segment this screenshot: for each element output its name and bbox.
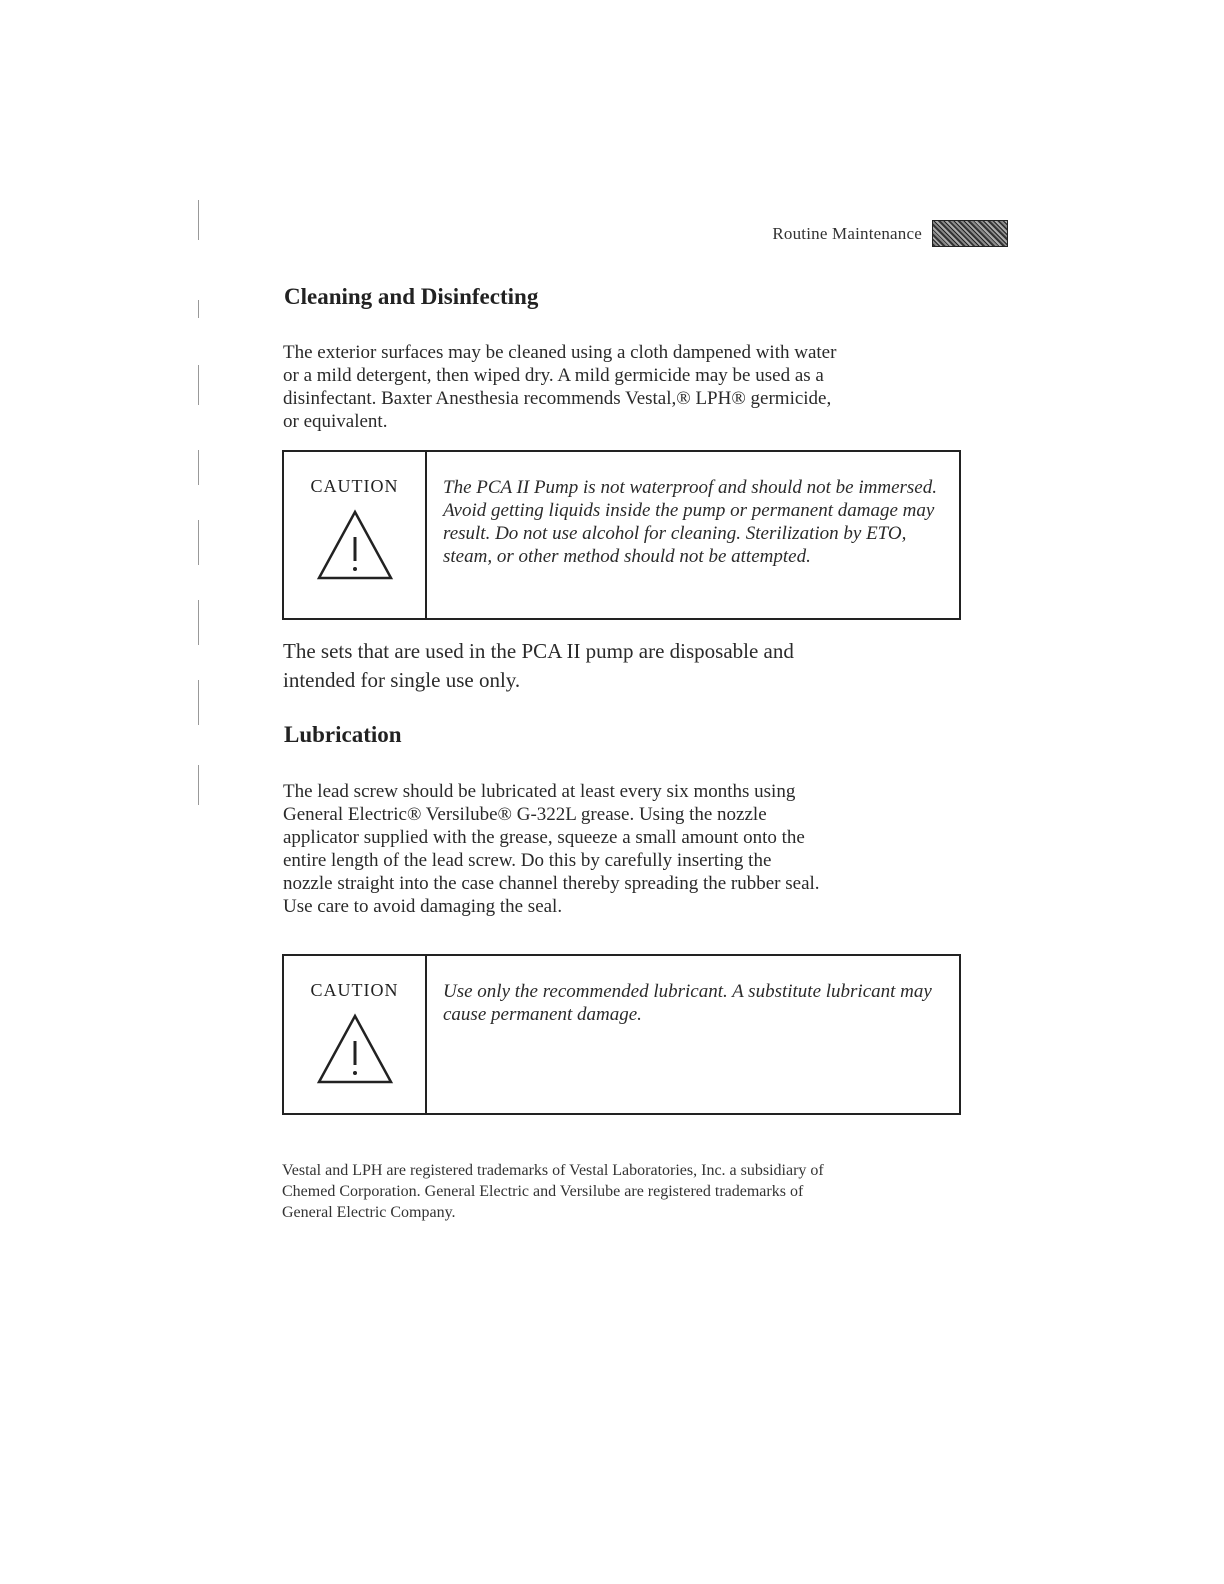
caution-label: CAUTION — [310, 476, 399, 496]
margin-mark — [198, 600, 199, 645]
margin-mark — [198, 765, 199, 805]
lubrication-paragraph: The lead screw should be lubricated at least every six months using General Electric® Versilube® G-322L grease. Using the nozzle applicator supplied with the grease, squeeze a small amount onto the entire length of the lead screw. Do this by carefully inserting the nozzle straight into the case channel thereby spreading the rubber seal. Use care to avoid damaging the seal. — [283, 781, 820, 917]
margin-mark — [198, 450, 199, 485]
sets-paragraph: The sets that are used in the PCA II pump are disposable and intended for single use only. — [283, 639, 794, 692]
lubrication-caution-box — [282, 954, 961, 1115]
margin-mark — [198, 520, 199, 565]
section-title: Routine Maintenance — [772, 223, 922, 243]
cleaning-heading: Cleaning and Disinfecting — [284, 284, 539, 309]
margin-mark — [198, 365, 199, 405]
caution-label: CAUTION — [310, 980, 399, 1000]
caution-label-cell — [284, 956, 427, 1113]
cleaning-caution-box — [282, 450, 961, 620]
margin-mark — [198, 300, 199, 318]
header-tab-marker — [932, 220, 1008, 247]
warning-icon — [316, 1013, 394, 1085]
caution-text: The PCA II Pump is not waterproof and should not be immersed. Avoid getting liquids inside the pump or permanent damage may result. Do not use alcohol for cleaning. Sterilization by ETO, steam, or other method should not be attempted. — [443, 477, 937, 567]
trademark-footnote: Vestal and LPH are registered trademarks of Vestal Laboratories, Inc. a subsidiary of Chemed Corporation. General Electric and Versilube are registered trademarks of General Electric Company. — [282, 1162, 824, 1221]
caution-text: Use only the recommended lubricant. A substitute lubricant may cause permanent damage. — [443, 981, 932, 1025]
margin-mark — [198, 680, 199, 725]
page-header — [772, 220, 1008, 247]
margin-mark — [198, 200, 199, 240]
lubrication-heading: Lubrication — [284, 722, 402, 747]
cleaning-paragraph: The exterior surfaces may be cleaned using a cloth dampened with water or a mild detergent, then wiped dry. A mild germicide may be used as a disinfectant. Baxter Anesthesia recommends Vestal,® LPH® germicide, or equivalent. — [283, 342, 837, 432]
caution-label-cell — [284, 452, 427, 618]
warning-icon — [316, 509, 394, 581]
